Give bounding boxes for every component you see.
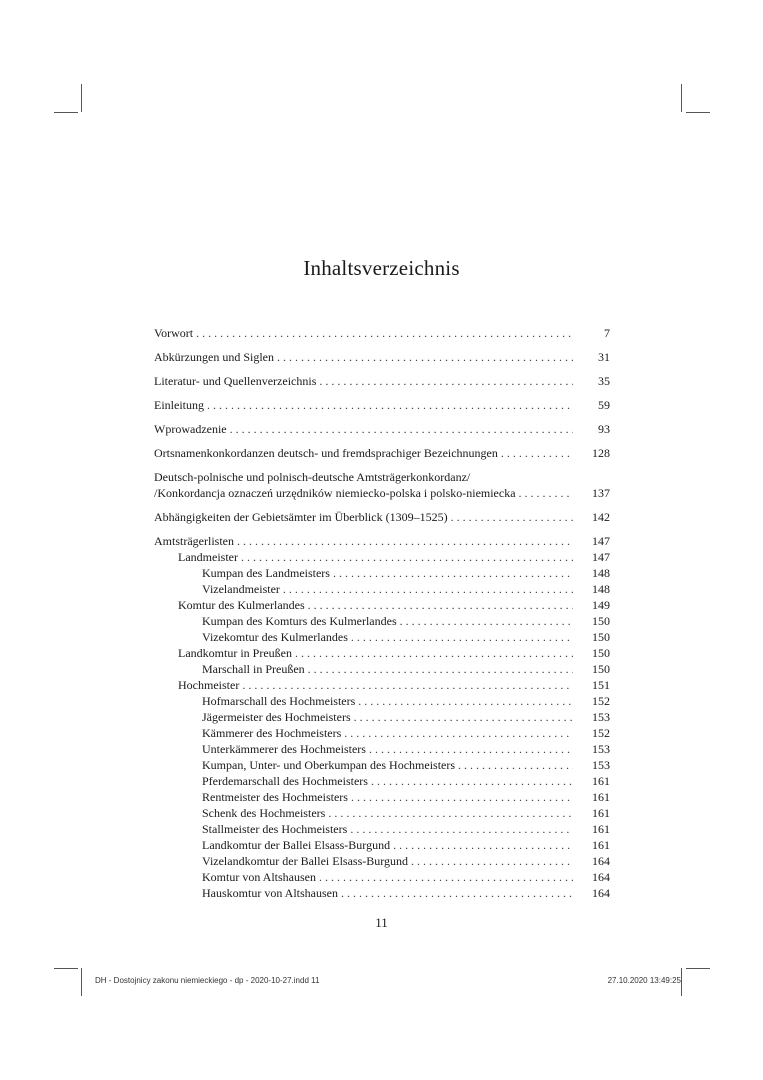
toc-entry xyxy=(154,533,610,549)
toc-dot-leader xyxy=(196,325,573,341)
toc-entry xyxy=(154,469,610,485)
toc-entry xyxy=(154,885,610,901)
toc-dot-leader xyxy=(451,509,573,525)
toc-entry xyxy=(154,821,610,837)
toc-entry-title: Deutsch-polnische und polnisch-deutsche Amtsträgerkonkordanz/ xyxy=(154,470,471,484)
toc-dot-leader xyxy=(351,789,573,805)
toc-dot-leader xyxy=(501,445,573,461)
toc-entry-page: 153 xyxy=(592,758,610,772)
toc-entry-page: 35 xyxy=(598,374,610,388)
toc-entry-page: 128 xyxy=(592,446,610,460)
page-number: 11 xyxy=(375,915,388,930)
toc-entry-title: Kumpan des Landmeisters xyxy=(202,566,330,580)
toc-entry-page: 153 xyxy=(592,742,610,756)
crop-mark xyxy=(681,968,682,996)
toc-entry xyxy=(154,581,610,597)
crop-mark xyxy=(54,112,78,113)
toc-entry-title: /Konkordancja oznaczeń urzędników niemiecko-polska i polsko-niemiecka xyxy=(154,486,516,500)
toc-entry-title: Marschall in Preußen xyxy=(202,662,305,676)
toc-dot-leader xyxy=(308,597,573,613)
toc-entry-title: Pferdemarschall des Hochmeisters xyxy=(202,774,368,788)
toc-dot-leader xyxy=(411,853,573,869)
toc-entry-title: Schenk des Hochmeisters xyxy=(202,806,326,820)
toc-entry-title: Hofmarschall des Hochmeisters xyxy=(202,694,356,708)
toc-entry xyxy=(154,661,610,677)
toc-entry-page: 148 xyxy=(592,566,610,580)
toc-dot-leader xyxy=(283,581,573,597)
print-slug-timestamp: 27.10.2020 13:49:25 xyxy=(607,976,681,985)
toc-entry-page: 164 xyxy=(592,854,610,868)
toc-dot-leader xyxy=(400,613,573,629)
toc-entry-title: Komtur des Kulmerlandes xyxy=(178,598,305,612)
crop-mark xyxy=(681,84,682,112)
toc-entry-page: 164 xyxy=(592,886,610,900)
toc-entry xyxy=(154,853,610,869)
toc-entry xyxy=(154,741,610,757)
toc-dot-leader xyxy=(341,885,573,901)
toc-entry-title: Literatur- und Quellenverzeichnis xyxy=(154,374,317,388)
toc-dot-leader xyxy=(393,837,573,853)
toc-entry xyxy=(154,677,610,693)
toc-entry-page: 153 xyxy=(592,710,610,724)
toc-entry-title: Ortsnamenkonkordanzen deutsch- und fremdsprachiger Bezeichnungen xyxy=(154,446,498,460)
toc-dot-leader xyxy=(295,645,573,661)
toc-entry xyxy=(154,565,610,581)
toc-entry xyxy=(154,773,610,789)
toc-entry xyxy=(154,509,610,525)
toc-entry xyxy=(154,421,610,437)
crop-mark xyxy=(686,968,710,969)
toc-entry-page: 164 xyxy=(592,870,610,884)
crop-mark xyxy=(81,968,82,996)
toc-entry-title: Unterkämmerer des Hochmeisters xyxy=(202,742,366,756)
toc-entry xyxy=(154,837,610,853)
page-title: Inhaltsverzeichnis xyxy=(303,256,460,280)
toc-dot-leader xyxy=(237,533,573,549)
toc-dot-leader xyxy=(351,629,573,645)
toc-entry-title: Abkürzungen und Siglen xyxy=(154,350,274,364)
toc-entry-title: Hauskomtur von Altshausen xyxy=(202,886,338,900)
toc-entry-page: 152 xyxy=(592,694,610,708)
toc-entry-page: 150 xyxy=(592,646,610,660)
toc-dot-leader xyxy=(328,805,573,821)
toc-entry-page: 150 xyxy=(592,662,610,676)
toc-dot-leader xyxy=(519,485,573,501)
toc-entry-title: Hochmeister xyxy=(178,678,240,692)
toc-entry-page: 7 xyxy=(604,326,610,340)
toc-entry-page: 147 xyxy=(592,550,610,564)
toc-dot-leader xyxy=(358,693,573,709)
toc-entry xyxy=(154,869,610,885)
toc-entry xyxy=(154,597,610,613)
toc-entry xyxy=(154,325,610,341)
toc-entry-title: Jägermeister des Hochmeisters xyxy=(202,710,351,724)
toc-entry xyxy=(154,549,610,565)
toc-dot-leader xyxy=(458,757,573,773)
crop-mark xyxy=(686,112,710,113)
toc-entry-title: Vorwort xyxy=(154,326,194,340)
toc-entry-title: Landmeister xyxy=(178,550,238,564)
toc-entry xyxy=(154,485,610,501)
toc-entry xyxy=(154,757,610,773)
toc-entry-title: Wprowadzenie xyxy=(154,422,227,436)
toc-entry-title: Amtsträgerlisten xyxy=(154,534,234,548)
toc-entry-title: Kämmerer des Hochmeisters xyxy=(202,726,342,740)
toc-entry xyxy=(154,725,610,741)
toc-entry-page: 151 xyxy=(592,678,610,692)
toc-entry-page: 142 xyxy=(592,510,610,524)
toc-entry-page: 93 xyxy=(598,422,610,436)
toc-entry-title: Abhängigkeiten der Gebietsämter im Überblick (1309–1525) xyxy=(154,510,448,524)
crop-mark xyxy=(81,84,82,112)
toc-dot-leader xyxy=(230,421,573,437)
toc-dot-leader xyxy=(319,869,573,885)
toc-entry xyxy=(154,629,610,645)
toc-entry-title: Vizekomtur des Kulmerlandes xyxy=(202,630,348,644)
toc-entry xyxy=(154,445,610,461)
print-slug-file: DH - Dostojnicy zakonu niemieckiego - dp - 2020-10-27.indd 11 xyxy=(95,976,320,985)
toc-entry-page: 59 xyxy=(598,398,610,412)
toc-dot-leader xyxy=(350,821,573,837)
toc-entry-page: 150 xyxy=(592,630,610,644)
toc-entry-title: Kumpan, Unter- und Oberkumpan des Hochmeisters xyxy=(202,758,456,772)
toc-entry xyxy=(154,789,610,805)
toc-dot-leader xyxy=(241,549,573,565)
toc-dot-leader xyxy=(369,741,573,757)
toc-entry-page: 150 xyxy=(592,614,610,628)
toc-dot-leader xyxy=(308,661,573,677)
toc-entry-page: 148 xyxy=(592,582,610,596)
toc-entry-page: 161 xyxy=(592,790,610,804)
toc-entry xyxy=(154,645,610,661)
toc-dot-leader xyxy=(242,677,573,693)
toc-dot-leader xyxy=(371,773,573,789)
toc-dot-leader xyxy=(277,349,573,365)
toc-dot-leader xyxy=(333,565,573,581)
toc-entry xyxy=(154,693,610,709)
toc-entry-title: Kumpan des Komturs des Kulmerlandes xyxy=(202,614,397,628)
toc-entry-page: 161 xyxy=(592,806,610,820)
toc-entry-title: Vizelandkomtur der Ballei Elsass-Burgund xyxy=(202,854,409,868)
toc-entry xyxy=(154,613,610,629)
toc-entry-title: Einleitung xyxy=(154,398,204,412)
toc-dot-leader xyxy=(344,725,573,741)
toc-entry xyxy=(154,709,610,725)
toc-entry-page: 31 xyxy=(598,350,610,364)
toc-entry xyxy=(154,349,610,365)
toc-entry-page: 152 xyxy=(592,726,610,740)
toc-entry-title: Landkomtur der Ballei Elsass-Burgund xyxy=(202,838,391,852)
toc-entry-page: 161 xyxy=(592,774,610,788)
toc-dot-leader xyxy=(319,373,573,389)
toc-entry xyxy=(154,805,610,821)
toc-entry-title: Komtur von Altshausen xyxy=(202,870,316,884)
toc-entry-title: Rentmeister des Hochmeisters xyxy=(202,790,348,804)
toc-dot-leader xyxy=(207,397,573,413)
toc-entry-title: Landkomtur in Preußen xyxy=(178,646,292,660)
toc-entry-title: Stallmeister des Hochmeisters xyxy=(202,822,348,836)
toc-dot-leader xyxy=(354,709,573,725)
toc-entry-page: 137 xyxy=(592,486,610,500)
toc-entry-title: Vizelandmeister xyxy=(202,582,280,596)
toc-entry-page: 161 xyxy=(592,822,610,836)
toc-entry-page: 147 xyxy=(592,534,610,548)
toc-entry-page: 149 xyxy=(592,598,610,612)
crop-mark xyxy=(54,968,78,969)
toc-entry-page: 161 xyxy=(592,838,610,852)
toc-entry xyxy=(154,397,610,413)
toc-entry xyxy=(154,373,610,389)
